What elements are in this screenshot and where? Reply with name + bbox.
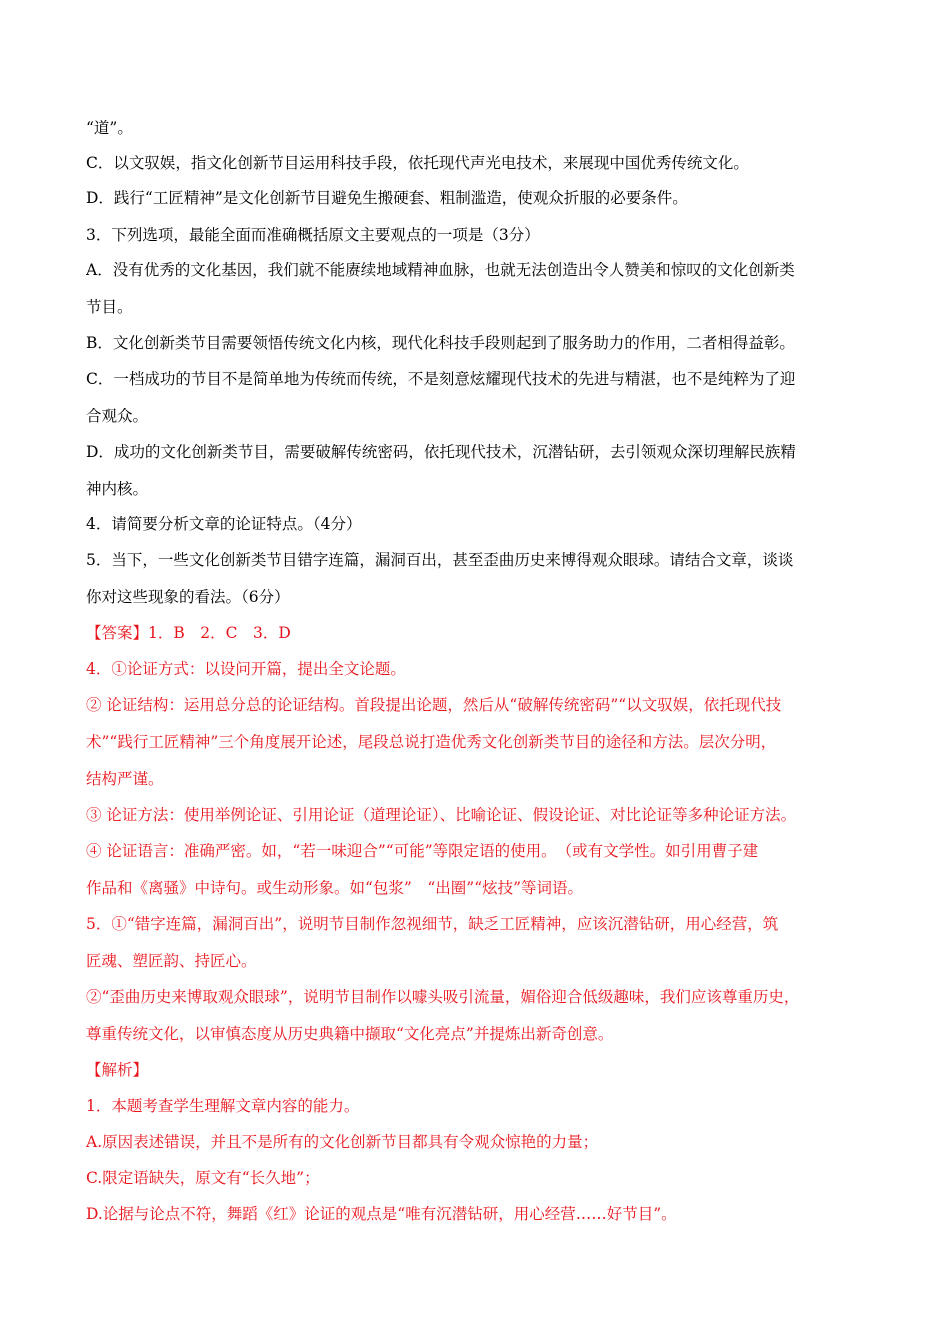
analysis-1: 1．本题考查学生理解文章内容的能力。 xyxy=(86,1097,360,1115)
option-b-line: B．文化创新类节目需要领悟传统文化内核，现代化科技手段则起到了服务助力的作用，二者相得益彰。 xyxy=(86,334,795,352)
option-a-line-cont: 节目。 xyxy=(86,298,133,316)
text-line: “道”。 xyxy=(86,119,133,137)
option-c-line-cont: 合观众。 xyxy=(86,407,149,425)
option-d-line: D．成功的文化创新类节目，需要破解传统密码，依托现代技术，沉潜钻研，去引领观众深切理解民族精 xyxy=(86,443,796,461)
question-4: 4．请简要分析文章的论证特点。（4分） xyxy=(86,515,362,533)
option-c-line: C．以文驭娱，指文化创新节目运用科技手段，依托现代声光电技术，来展现中国优秀传统文化。 xyxy=(86,154,749,172)
answer-5-line: 5．①“错字连篇，漏洞百出”，说明节目制作忽视细节，缺乏工匠精神，应该沉潜钻研，用心经营，筑 xyxy=(86,915,779,933)
analysis-1-a: A.原因表述错误，并且不是所有的文化创新节目都具有令观众惊艳的力量； xyxy=(86,1133,599,1151)
answer-heading: 【答案】1．B 2．C 3．D xyxy=(86,624,291,642)
answer-4-line: 4．①论证方式：以设问开篇，提出全文论题。 xyxy=(86,660,406,678)
answer-4-methods: ③ 论证方法：使用举例论证、引用论证（道理论证）、比喻论证、假设论证、对比论证等多种论证方法。 xyxy=(86,806,797,824)
analysis-1-d: D.论据与论点不符，舞蹈《红》论证的观点是“唯有沉潜钻研，用心经营……好节目”。 xyxy=(86,1205,677,1223)
answer-4-structure-end: 结构严谨。 xyxy=(86,770,164,788)
answer-4-language: ④ 论证语言：准确严密。如，“若一味迎合”“可能”等限定语的使用。 （或有文学性。如引用曹子建 xyxy=(86,842,759,860)
answer-4-structure: ② 论证结构：运用总分总的论证结构。首段提出论题，然后从“破解传统密码”“以文驭娱，依托现代技 xyxy=(86,696,782,714)
answer-5-line-2-cont: 尊重传统文化，以审慎态度从历史典籍中撷取“文化亮点”并提炼出新奇创意。 xyxy=(86,1025,614,1043)
answer-4-language-cont: 作品和《离骚》中诗句。或生动形象。如“包浆” “出圈”“炫技”等词语。 xyxy=(86,879,584,897)
option-d-line: D．践行“工匠精神”是文化创新节目避免生搬硬套、粗制滥造，使观众折服的必要条件。 xyxy=(86,189,688,207)
analysis-heading: 【解析】 xyxy=(86,1061,149,1079)
question-5: 5．当下，一些文化创新类节目错字连篇，漏洞百出，甚至歪曲历史来博得观众眼球。请结合文章，谈谈 xyxy=(86,551,794,569)
option-c-line: C．一档成功的节目不是简单地为传统而传统，不是刻意炫耀现代技术的先进与精湛，也不是纯粹为了迎 xyxy=(86,370,796,388)
answer-5-line-cont: 匠魂、塑匠韵、持匠心。 xyxy=(86,952,257,970)
option-a-line: A．没有优秀的文化基因，我们就不能赓续地域精神血脉，也就无法创造出令人赞美和惊叹的文化创新类 xyxy=(86,261,795,279)
question-5-cont: 你对这些现象的看法。（6分） xyxy=(86,588,290,606)
question-3: 3．下列选项，最能全面而准确概括原文主要观点的一项是（3分） xyxy=(86,226,540,244)
option-d-line-cont: 神内核。 xyxy=(86,480,149,498)
analysis-1-c: C.限定语缺失，原文有“长久地”； xyxy=(86,1169,320,1187)
answer-5-line-2: ②“歪曲历史来博取观众眼球”，说明节目制作以噱头吸引流量，媚俗迎合低级趣味，我们应该尊重历史， xyxy=(86,988,800,1006)
answer-4-structure-cont: 术”“践行工匠精神”三个角度展开论述，尾段总说打造优秀文化创新类节目的途径和方法。层次分明， xyxy=(86,733,777,751)
